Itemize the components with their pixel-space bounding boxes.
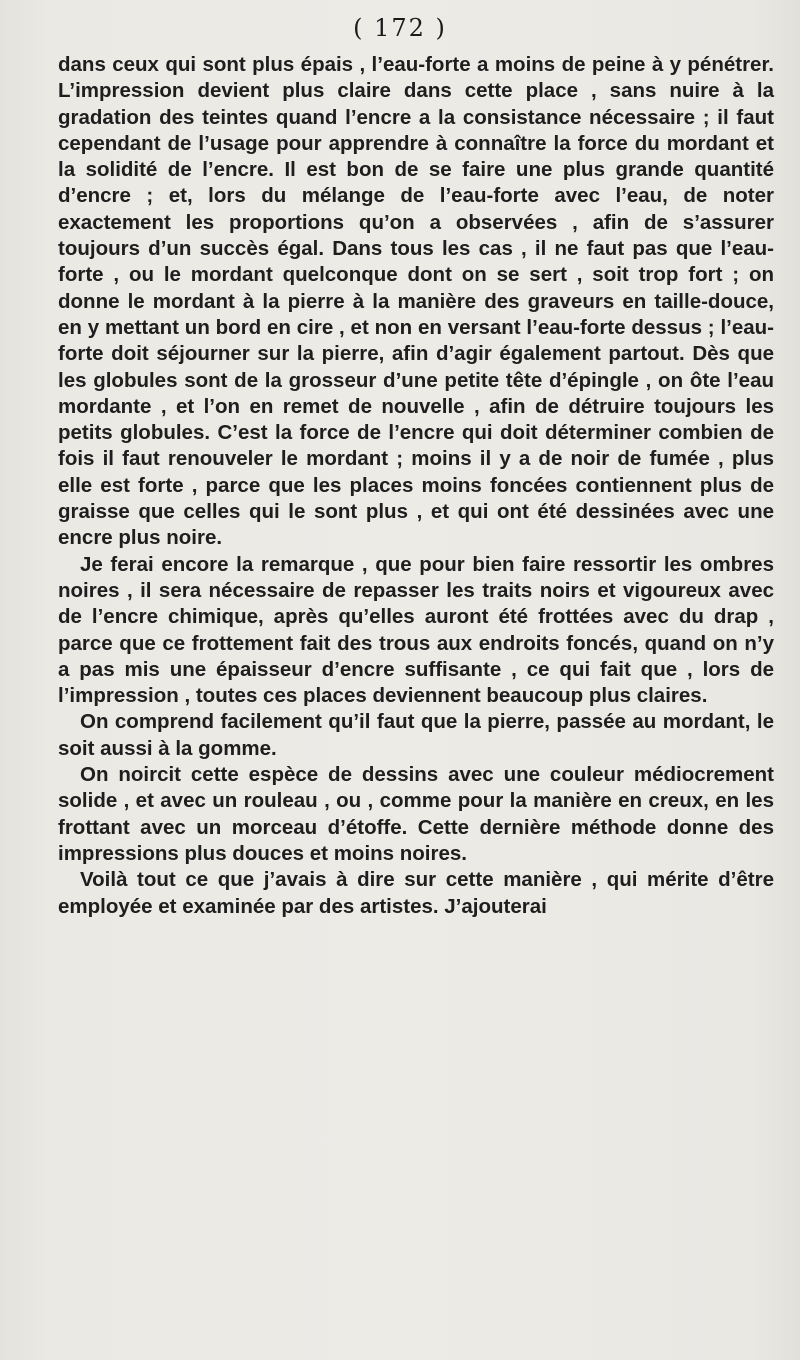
paragraph: On comprend facilement qu’il faut que la pierre, passée au mordant, le soit aussi à la gomme. <box>58 710 774 760</box>
paragraph: Voilà tout ce que j’avais à dire sur cette manière , qui mérite d’être employée et examinée par des artistes. J’ajouterai <box>58 868 774 918</box>
paragraph: dans ceux qui sont plus épais , l’eau-forte a moins de peine à y pénétrer. L’impression devient plus claire dans cette place , sans nuire à la gradation des teintes quand l’encre a la consistance nécessaire ; il faut cependant de l’usage pour apprendre à connaître la force du mordant et la solidité de l’encre. Il est bon de se faire une plus grande quantité d’encre ; et, lors du mélange de l’eau-forte avec l’eau, de noter exactement les proportions qu’on a observées , afin de s’assurer toujours d’un succès égal. Dans tous les cas , il ne faut pas que l’eau-forte , ou le mordant quelconque dont on se sert , soit trop fort ; on donne le mordant à la pierre à la manière des graveurs en taille-douce, en y mettant un bord en cire , et non en versant l’eau-forte dessus ; l’eau-forte doit séjourner sur la pierre, afin d’agir également partout. Dès que les globules sont de la grosseur d’une petite tête d’épingle , on ôte l’eau mordante , et l’on en remet de nouvelle , afin de détruire toujours les petits globules. C’est la force de l’encre qui doit déterminer combien de fois il faut renouveler le mordant ; moins il y a de noir de fumée , plus elle est forte , parce que les places moins foncées contiennent plus de graisse que celles qui le sont plus , et qui ont été dessinées avec une encre plus noire. <box>58 53 774 550</box>
body-text <box>58 52 774 920</box>
paragraph: On noircit cette espèce de dessins avec une couleur médiocrement solide , et avec un rouleau , ou , comme pour la manière en creux, en les frottant avec un morceau d’étoffe. Cette dernière méthode donne des impressions plus douces et moins noires. <box>58 763 774 865</box>
page-number: ( 172 ) <box>353 14 447 42</box>
paragraph: Je ferai encore la remarque , que pour bien faire ressortir les ombres noires , il sera nécessaire de repasser les traits noirs et vigoureux avec de l’encre chimique, après qu’elles auront été frottées avec du drap , parce que ce frottement fait des trous aux endroits foncés, quand on n’y a pas mis une épaisseur d’encre suffisante , ce qui fait que , lors de l’impression , toutes ces places deviennent beaucoup plus claires. <box>58 552 774 708</box>
